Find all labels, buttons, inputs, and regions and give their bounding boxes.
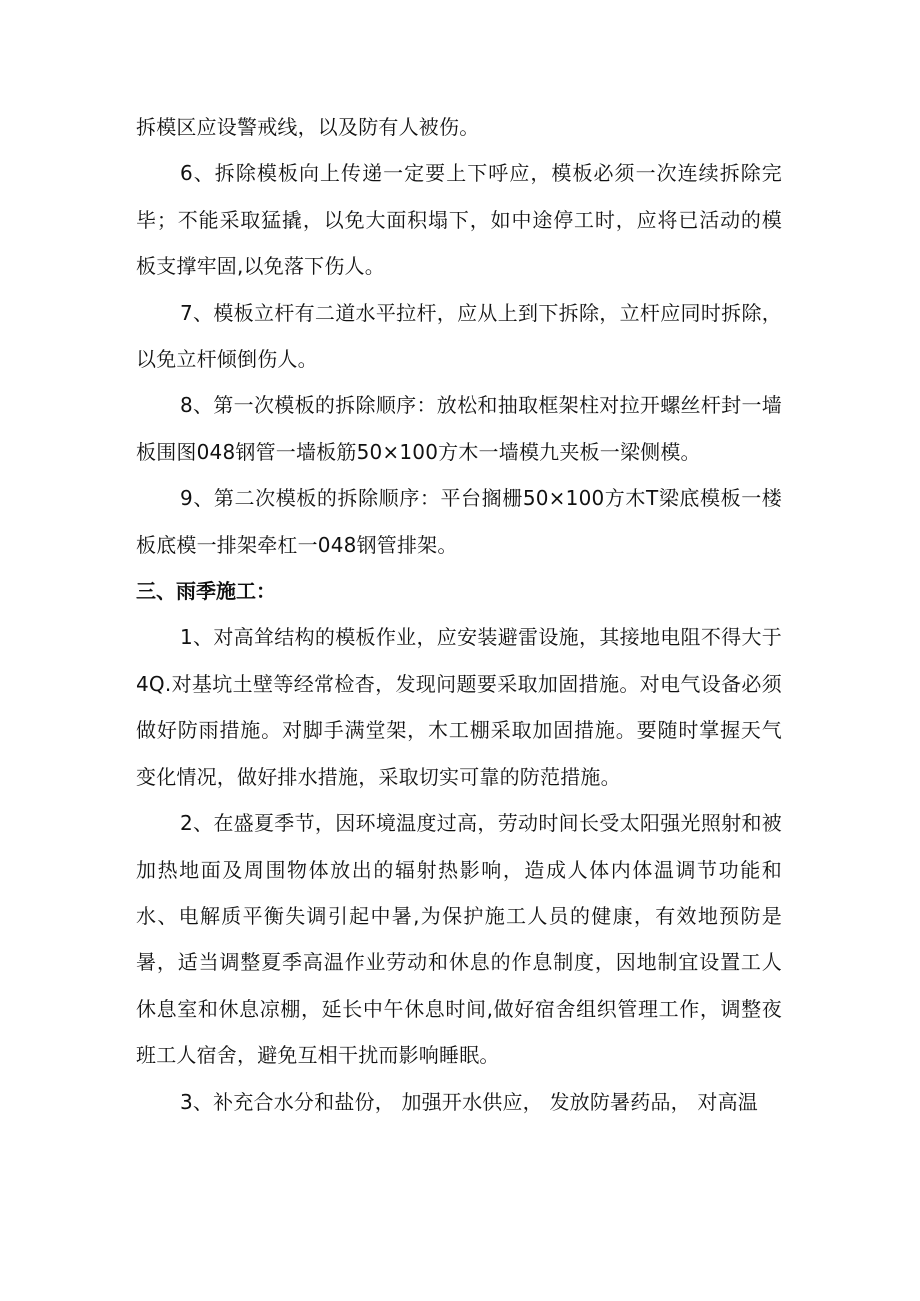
paragraph-rain-2: 2、在盛夏季节，因环境温度过高，劳动时间长受太阳强光照射和被加热地面及周围物体放出的辐射热影响，造成人体内体温调节功能和水、电解质平衡失调引起中暑,为保护施工人员的健康，有效地预防是暑，适当调整夏季高温作业劳动和休息的作息制度，因地制宜设置工人休息室和休息凉棚，延长中午休息时间,做好宿舍组织管理工作，调整夜班工人宿舍，避免互相干扰而影响睡眠。 <box>136 811 782 1068</box>
paragraph-item-8: 8、第一次模板的拆除顺序：放松和抽取框架柱对拉开螺丝杆封一墙板围图048钢管一墙板筋50×100方木一墙模九夹板一梁侧模。 <box>136 393 782 464</box>
paragraph-item-9: 9、第二次模板的拆除顺序：平台搁栅50×100方木T梁底模板一楼板底模一排架牵杠一048钢管排架。 <box>136 486 782 557</box>
paragraph-item-7: 7、模板立杆有二道水平拉杆，应从上到下拆除，立杆应同时拆除，以免立杆倾倒伤人。 <box>136 300 782 372</box>
section-heading: 三、雨季施工： <box>136 579 276 604</box>
paragraph-item-6: 6、拆除模板向上传递一定要上下呼应，模板必须一次连续拆除完毕；不能采取猛撬，以免大面积塌下，如中途停工时，应将已活动的模板支撑牢固,以免落下伤人。 <box>136 161 782 279</box>
paragraph-rain-3: 3、补充合水分和盐份， 加强开水供应， 发放防暑药品， 对高温 <box>180 1089 758 1114</box>
paragraph-continued: 拆模区应设警戒线，以及防有人被伤。 <box>136 115 480 139</box>
paragraph-rain-1: 1、对高耸结构的模板作业，应安装避雷设施，其接地电阻不得大于4Q.对基坑土壁等经常检杳，发现问题要采取加固措施。对电气设备必须做好防雨措施。对脚手满堂架，木工棚采取加固措施。要随时掌握天气变化情况，做好排水措施，采取切实可靠的防范措施。 <box>136 625 782 789</box>
